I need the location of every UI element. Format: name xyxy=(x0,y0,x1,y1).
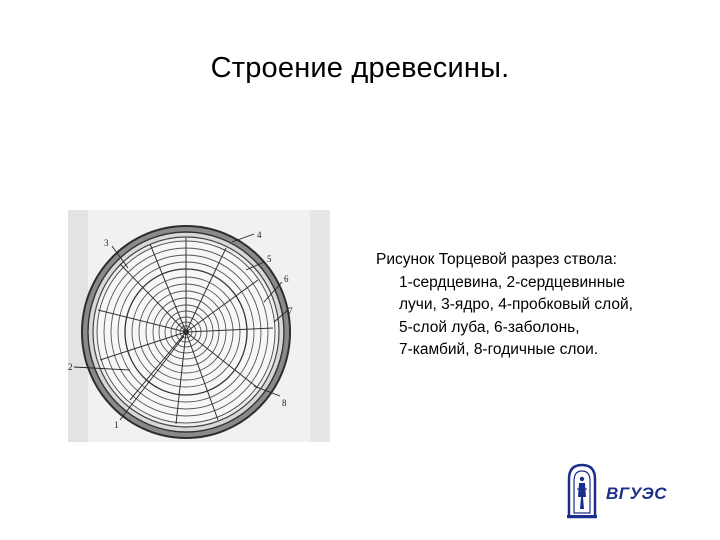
trunk-cross-section-drawing xyxy=(68,210,330,442)
caption-line: 1-сердцевина, 2-сердцевинные xyxy=(399,273,626,291)
figure-label-6: 6 xyxy=(284,274,289,284)
figure-label-1: 1 xyxy=(114,420,119,430)
caption-line: лучи, 3-ядро, 4-пробковый слой, xyxy=(399,296,633,313)
figure-label-7: 7 xyxy=(288,306,293,316)
figure-label-3: 3 xyxy=(104,238,109,248)
caption-line: Рисунок Торцевой разрез ствола: xyxy=(376,251,617,268)
figure-label-8: 8 xyxy=(282,398,287,408)
trunk-cross-section-figure xyxy=(68,210,330,442)
figure-caption xyxy=(376,249,696,362)
university-emblem-icon xyxy=(566,463,598,519)
logo-text: ВГУЭС xyxy=(606,484,667,503)
caption-line: 7-камбий, 8-годичные слои. xyxy=(399,341,599,358)
caption-line: 5-слой луба, 6-заболонь, xyxy=(399,318,580,336)
slide-title: Строение древесины. xyxy=(210,52,510,84)
university-logo xyxy=(566,463,678,519)
figure-label-5: 5 xyxy=(267,254,272,264)
figure-label-4: 4 xyxy=(257,230,262,240)
figure-label-2: 2 xyxy=(68,362,73,372)
